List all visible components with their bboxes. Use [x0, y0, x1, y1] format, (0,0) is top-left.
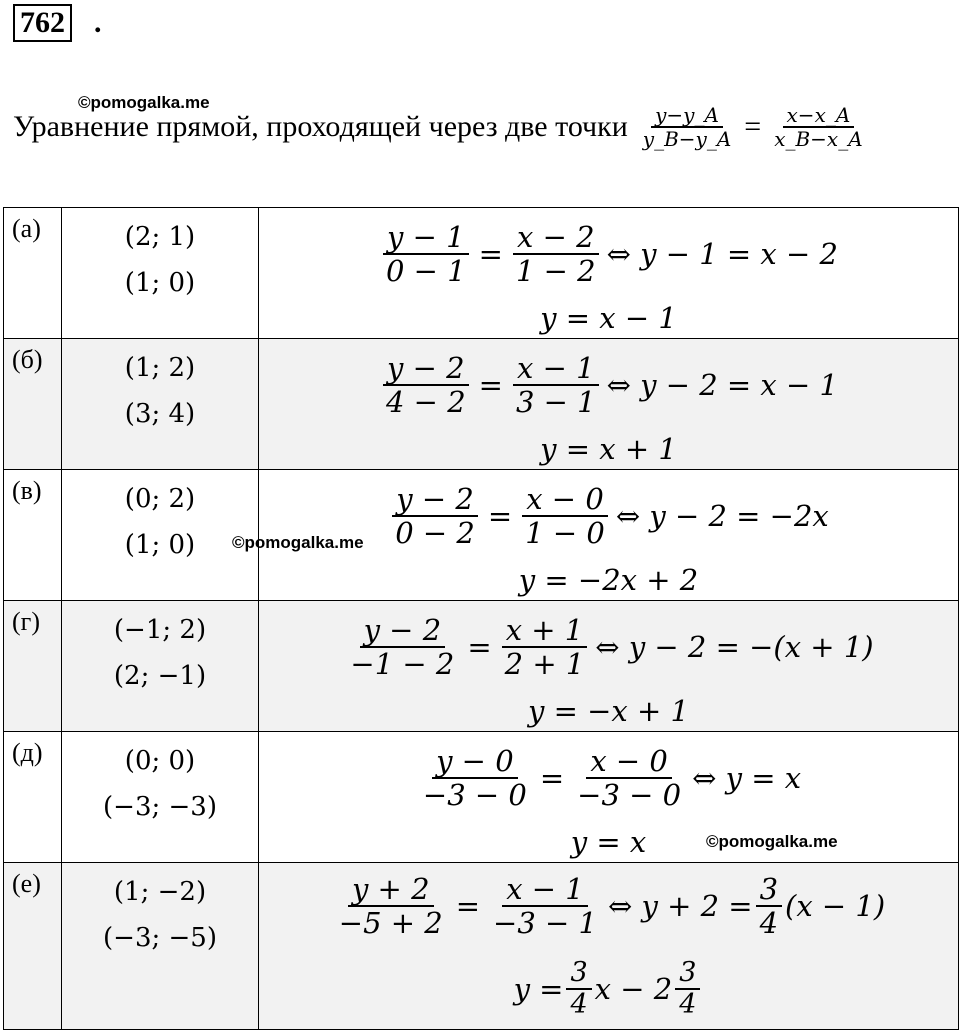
intro-text: Уравнение прямой, проходящей через две точки [13, 110, 628, 143]
points-cell [62, 863, 259, 1030]
equation-cell [259, 339, 959, 470]
formula-rhs [770, 104, 866, 151]
equivalence: ⇔ y − 2 = −2x [615, 499, 829, 533]
result-part: y = [513, 972, 564, 1006]
result-line [259, 693, 958, 729]
equation-line [259, 863, 958, 949]
rhs-fraction [501, 614, 589, 681]
equivalence: ⇔ y − 2 = −(x + 1) [595, 630, 874, 664]
result-fraction [566, 958, 591, 1020]
point-2: (−3; −5) [103, 923, 217, 953]
formula-lhs-num: y−y_A [651, 104, 723, 128]
result-line [259, 562, 958, 598]
row-label: (б) [4, 339, 62, 470]
point-2: (1; 0) [124, 268, 196, 298]
rhs-fraction [489, 873, 601, 940]
equivalence: ⇔ y − 1 = x − 2 [606, 237, 838, 271]
equivalence: ⇔ y = x [692, 761, 802, 795]
point-1: (0; 0) [124, 746, 196, 776]
rhs-numerator: x + 1 [502, 614, 588, 648]
lhs-numerator: y + 2 [348, 873, 434, 907]
watermark: ©pomogalka.me [706, 832, 838, 851]
rhs-numerator: x − 1 [502, 873, 588, 907]
equals-sign: = [539, 761, 565, 795]
result-equation: y = −2x + 2 [518, 563, 699, 597]
points-cell [62, 732, 259, 863]
lhs-fraction [335, 873, 447, 940]
rhs-fraction [521, 483, 609, 550]
lhs-fraction [419, 745, 531, 812]
equation-cell [259, 601, 959, 732]
equals-sign: = [478, 368, 503, 402]
equals-sign: = [467, 630, 492, 664]
lhs-fraction [382, 221, 470, 288]
result-line [259, 949, 958, 1029]
rhs-fraction [512, 221, 600, 288]
result-frac-den: 4 [570, 989, 588, 1020]
formula-rhs-den: x_B−x_A [774, 127, 863, 151]
row-label: (а) [4, 208, 62, 339]
result-frac-num: 3 [675, 958, 700, 990]
equation-cell [259, 208, 959, 339]
equiv-tail: (x − 1) [785, 889, 886, 923]
formula-rhs-num: x−x_A [783, 104, 855, 128]
formula-equals: = [744, 110, 762, 143]
result-frac-num: 3 [566, 958, 591, 990]
rhs-denominator: −3 − 0 [577, 778, 682, 812]
equivalence: ⇔ y − 2 = x − 1 [606, 368, 838, 402]
result-line [259, 824, 958, 860]
lhs-denominator: −5 + 2 [338, 906, 443, 940]
result-frac-den: 4 [679, 989, 697, 1020]
point-2: (2; −1) [113, 661, 207, 691]
equation-line [259, 601, 958, 693]
table-row [4, 339, 959, 470]
lhs-denominator: 0 − 2 [395, 516, 475, 550]
lhs-numerator: y − 1 [383, 221, 469, 255]
solution-table [3, 207, 959, 1030]
result-equation: y = x [570, 825, 647, 859]
point-2: (−3; −3) [103, 792, 217, 822]
point-1: (0; 2) [124, 484, 196, 514]
lhs-fraction [391, 483, 479, 550]
points-cell [62, 208, 259, 339]
equation-line [259, 208, 958, 300]
rhs-numerator: x − 1 [513, 352, 599, 386]
rhs-denominator: 1 − 2 [515, 254, 596, 288]
point-2: (3; 4) [124, 399, 196, 429]
equals-sign: = [455, 889, 481, 923]
table-row [4, 470, 959, 601]
row-label: (е) [4, 863, 62, 1030]
result-equation: y = x − 1 [540, 301, 677, 335]
rhs-denominator: 1 − 0 [525, 516, 605, 550]
result-equation: y = −x + 1 [528, 694, 689, 728]
lhs-numerator: y − 2 [392, 483, 478, 517]
point-1: (1; −2) [113, 877, 207, 907]
point-1: (−1; 2) [113, 615, 207, 645]
lhs-numerator: y − 2 [383, 352, 469, 386]
lhs-fraction [382, 352, 470, 419]
result-equation: y = x + 1 [540, 432, 677, 466]
equation-line [259, 732, 958, 824]
lhs-denominator: −3 − 0 [422, 778, 527, 812]
points-cell [62, 470, 259, 601]
result-part: x − 2 [594, 972, 673, 1006]
point-1: (2; 1) [124, 222, 196, 252]
lhs-denominator: 4 − 2 [386, 385, 466, 419]
point-1: (1; 2) [124, 353, 196, 383]
row-label: (в) [4, 470, 62, 601]
formula-lhs-den: y_B−y_A [642, 127, 732, 151]
rhs-denominator: −3 − 1 [493, 906, 597, 940]
equation-cell [259, 863, 959, 1030]
rhs-denominator: 3 − 1 [515, 385, 596, 419]
equivalence: ⇔ y + 2 = [607, 889, 753, 923]
table-row [4, 601, 959, 732]
watermark: ©pomogalka.me [232, 533, 364, 552]
rhs-numerator: x − 0 [522, 483, 608, 517]
equiv-fraction [756, 873, 782, 940]
row-label: (г) [4, 601, 62, 732]
rhs-fraction [512, 352, 600, 419]
result-fraction [675, 958, 700, 1020]
rhs-numerator: x − 0 [586, 745, 672, 779]
equation-cell [259, 732, 959, 863]
rhs-numerator: x − 2 [513, 221, 599, 255]
equation-line [259, 470, 958, 562]
equiv-frac-den: 4 [759, 906, 779, 940]
table-row [4, 863, 959, 1030]
row-label: (д) [4, 732, 62, 863]
lhs-denominator: 0 − 1 [386, 254, 466, 288]
equals-sign: = [478, 237, 503, 271]
equals-sign: = [487, 499, 513, 533]
formula-lhs [639, 104, 736, 151]
points-cell [62, 339, 259, 470]
equation-line [259, 339, 958, 431]
lhs-numerator: y − 0 [432, 745, 518, 779]
point-2: (1; 0) [124, 530, 196, 560]
points-cell [62, 601, 259, 732]
lhs-denominator: −1 − 2 [350, 647, 455, 681]
lhs-numerator: y − 2 [360, 614, 446, 648]
watermark: ©pomogalka.me [78, 93, 210, 112]
rhs-fraction [573, 745, 685, 812]
result-line [259, 300, 958, 336]
result-line [259, 431, 958, 467]
lhs-fraction [346, 614, 458, 681]
problem-number: 762 [13, 4, 72, 42]
rhs-denominator: 2 + 1 [504, 647, 585, 681]
equiv-frac-num: 3 [756, 873, 782, 907]
table-row [4, 208, 959, 339]
problem-number-dot: . [94, 6, 102, 39]
